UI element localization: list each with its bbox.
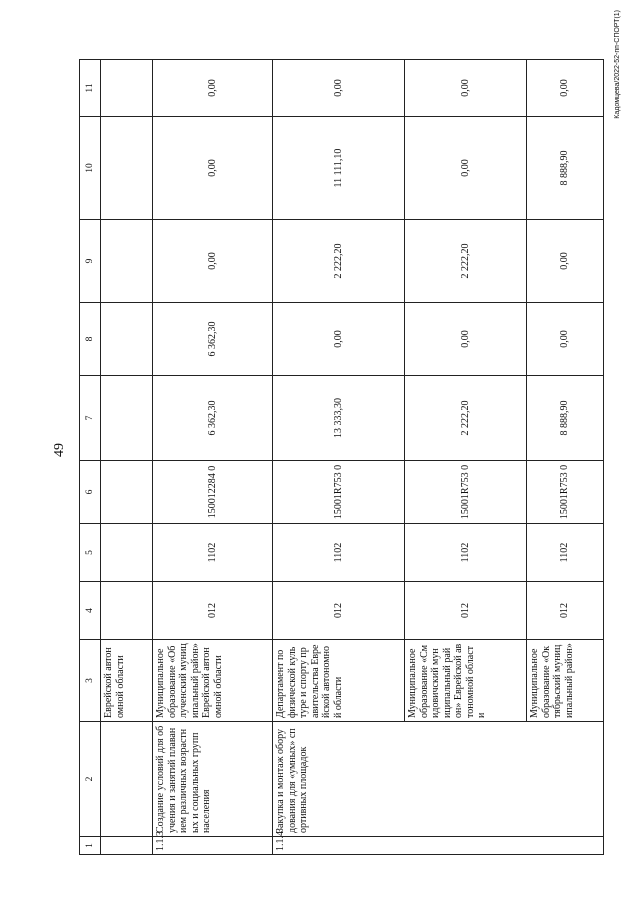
row-value: 0,00 xyxy=(273,303,405,376)
row-value: 2 222,20 xyxy=(273,220,405,303)
row-value: 6 362,30 xyxy=(153,376,273,461)
table-header-row xyxy=(80,60,101,855)
row-value: 1102 xyxy=(153,524,273,582)
row-value: 0,00 xyxy=(405,303,527,376)
row-executor: Муниципальное образование «Октябрьский муниципальный район» xyxy=(527,640,604,722)
header-cell: 10 xyxy=(80,117,101,220)
row-value xyxy=(101,220,153,303)
row-value: 8 888,90 xyxy=(527,376,604,461)
row-value: 0,00 xyxy=(405,60,527,117)
row-value xyxy=(101,524,153,582)
row-value xyxy=(101,376,153,461)
row-value: 0,00 xyxy=(527,220,604,303)
header-cell: 1 xyxy=(80,837,101,855)
row-value: 2 222,20 xyxy=(405,376,527,461)
budget-table xyxy=(79,59,604,855)
row-value: 0,00 xyxy=(527,303,604,376)
row-value: 13 333,30 xyxy=(273,376,405,461)
header-cell: 11 xyxy=(80,60,101,117)
row-value: 0,00 xyxy=(273,60,405,117)
row-value: 1102 xyxy=(527,524,604,582)
row-value: 8 888,90 xyxy=(527,117,604,220)
row-value: 150012284 0 xyxy=(153,461,273,524)
header-cell: 4 xyxy=(80,582,101,640)
header-cell: 6 xyxy=(80,461,101,524)
row-value: 1102 xyxy=(273,524,405,582)
table-row xyxy=(101,60,153,855)
rotated-table-wrapper xyxy=(79,60,598,855)
table-row xyxy=(153,60,273,855)
row-value: 15001R753 0 xyxy=(527,461,604,524)
row-value: 15001R753 0 xyxy=(405,461,527,524)
row-value: 0,00 xyxy=(153,220,273,303)
header-cell: 8 xyxy=(80,303,101,376)
footer-code: Кадомцева/2022-52-пп-СПОРТ(1) xyxy=(613,10,621,119)
row-value xyxy=(101,117,153,220)
header-cell: 7 xyxy=(80,376,101,461)
header-cell: 3 xyxy=(80,640,101,722)
header-cell: 2 xyxy=(80,722,101,837)
row-value xyxy=(101,60,153,117)
row-value: 0,00 xyxy=(527,60,604,117)
row-name: Создание условий для обучения и занятий плаванием различных возрастных и социальных групп населения xyxy=(153,722,273,837)
row-value xyxy=(101,303,153,376)
row-executor: Еврейской автономной области xyxy=(101,640,153,722)
row-name xyxy=(101,722,153,837)
row-value: 6 362,30 xyxy=(153,303,273,376)
header-cell: 9 xyxy=(80,220,101,303)
table-row xyxy=(273,60,405,855)
row-value: 012 xyxy=(273,582,405,640)
row-value: 0,00 xyxy=(405,117,527,220)
row-value: 2 222,20 xyxy=(405,220,527,303)
row-id: 1.1.3 xyxy=(153,837,273,855)
row-value: 012 xyxy=(527,582,604,640)
row-executor: Муниципальное образование «Смидовичский муниципальный район» Еврейской автономной области xyxy=(405,640,527,722)
row-value: 012 xyxy=(405,582,527,640)
row-id xyxy=(101,837,153,855)
row-value: 1102 xyxy=(405,524,527,582)
header-cell: 5 xyxy=(80,524,101,582)
page-number: 49 xyxy=(52,443,67,457)
row-value: 012 xyxy=(153,582,273,640)
row-executor: Департамент по физической культуре и спорту правительства Еврейской автономной области xyxy=(273,640,405,722)
row-name: Закупка и монтаж оборудования для «умных» спортивных площадок xyxy=(273,722,604,837)
row-value: 0,00 xyxy=(153,117,273,220)
row-value: 15001R753 0 xyxy=(273,461,405,524)
row-value: 11 111,10 xyxy=(273,117,405,220)
row-value xyxy=(101,582,153,640)
row-value xyxy=(101,461,153,524)
row-id: 1.1.4 xyxy=(273,837,604,855)
row-executor: Муниципальное образование «Облученский муниципальный район» Еврейской автономной области xyxy=(153,640,273,722)
document-footer xyxy=(610,10,624,900)
row-value: 0,00 xyxy=(153,60,273,117)
